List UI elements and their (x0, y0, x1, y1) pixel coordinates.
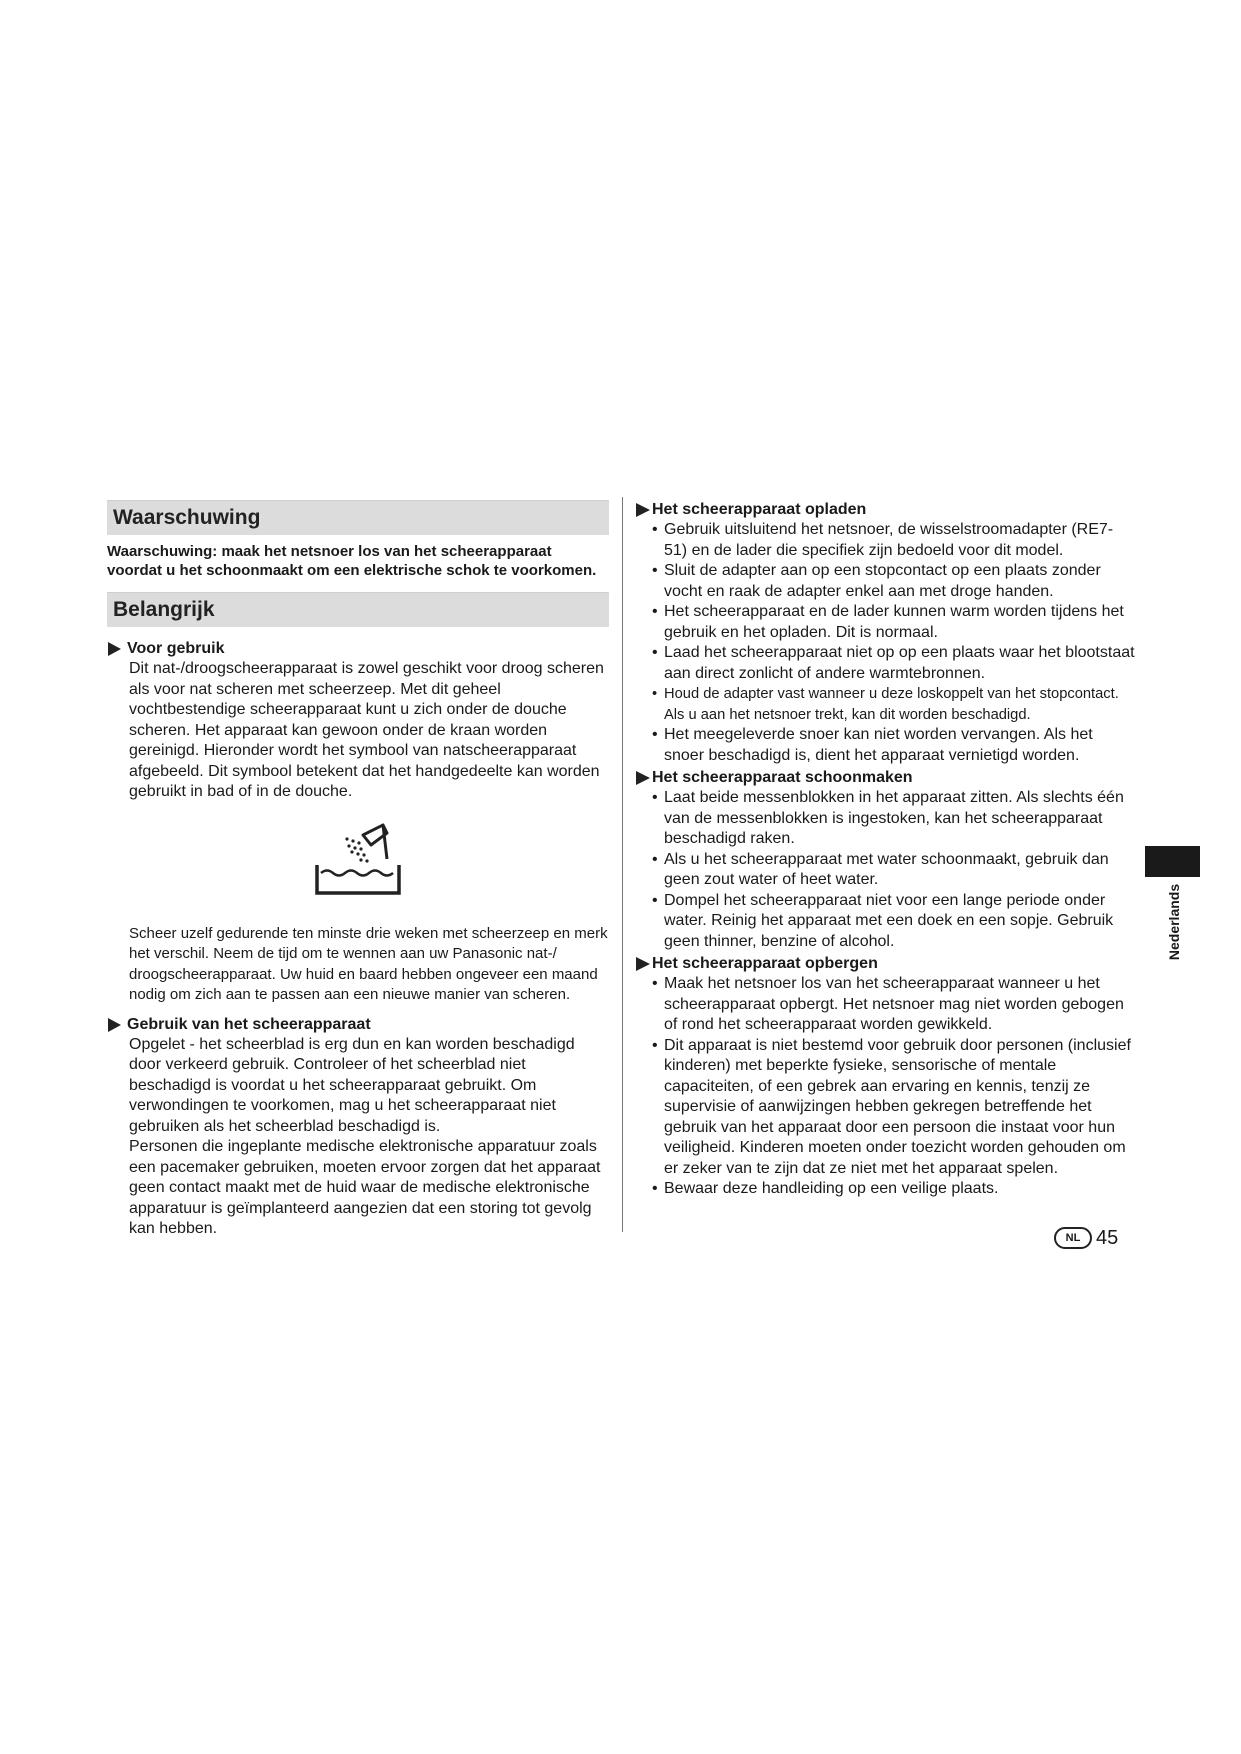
list-item: • Laat beide messenblokken in het apparaat zitten. Als slechts één van de messenblokken is ingestoken, kan het scheerapparaat beschadigd raken. (636, 788, 1136, 850)
warning-text: Waarschuwing: maak het netsnoer los van het scheerapparaat voordat u het schoonmaakt om een elektrische schok te voorkomen. (107, 543, 597, 579)
list-item: • Houd de adapter vast wanneer u deze loskoppelt van het stopcontact. Als u aan het netsnoer trekt, kan dit worden beschadigd. (636, 684, 1136, 725)
cleaning-section (636, 768, 1136, 952)
warning-heading: Waarschuwing (107, 500, 609, 535)
using-heading: Gebruik van het scheerapparaat (107, 1015, 609, 1035)
language-badge: NL (1054, 1227, 1092, 1249)
before-use-section (107, 639, 609, 1006)
bath-shower-icon (107, 821, 609, 902)
before-use-note: Scheer uzelf gedurende ten minste drie weken met scheerzeep en merk het verschil. Neem de tijd om te wennen aan uw Panasonic nat-/ droogscheerapparaat. Uw huid en baard hebben ongeveer een maand nodig om zich aan te passen aan een nieuwe manier van scheren. (129, 924, 608, 1003)
right-column (636, 500, 1136, 1200)
list-item: • Bewaar deze handleiding op een veilige plaats. (636, 1179, 1136, 1200)
page-number: 45 (1096, 1226, 1119, 1249)
list-item: • Gebruik uitsluitend het netsnoer, de wisselstroomadapter (RE7-51) en de lader die specifiek zijn bedoeld voor dit model. (636, 520, 1136, 561)
using-text-1: Opgelet - het scheerblad is erg dun en kan worden beschadigd door verkeerd gebruik. Controleer of het scheerblad niet beschadigd is voordat u het scheerapparaat gebruikt. Om verwondingen te voorkomen, mag u het scheerapparaat niet gebruiken als het scheerblad beschadigd is. (129, 1035, 575, 1135)
triangle-bullet-icon (636, 771, 650, 785)
list-item: • Maak het netsnoer los van het scheerapparaat wanneer u het scheerapparaat opbergt. Het netsnoer mag niet worden gebogen of rond het scheerapparaat worden gewikkeld. (636, 974, 1136, 1036)
language-tab-label: Nederlands (1166, 883, 1182, 961)
charging-section (636, 500, 1136, 766)
list-item: • Dit apparaat is niet bestemd voor gebruik door personen (inclusief kinderen) met beperkte fysieke, sensorische of mentale capaciteiten, of een gebrek aan ervaring en kennis, tenzij ze supervisie of aanwijzingen hebben gekregen betreffende het gebruik van het apparaat door een persoon die instaat voor hun veiligheid. Kinderen moeten onder toezicht worden gehouden om er zeker van te zijn dat ze niet met het apparaat spelen. (636, 1036, 1136, 1180)
list-item: • Sluit de adapter aan op een stopcontact op een plaats zonder vocht en raak de adapter enkel aan met droge handen. (636, 561, 1136, 602)
page-footer (1054, 1225, 1118, 1251)
storage-section (636, 954, 1136, 1200)
list-item: • Als u het scheerapparaat met water schoonmaakt, gebruik dan geen zout water of heet water. (636, 850, 1136, 891)
before-use-heading: Voor gebruik (107, 639, 609, 659)
triangle-bullet-icon (636, 957, 650, 971)
before-use-text: Dit nat-/droogscheerapparaat is zowel geschikt voor droog scheren als voor nat scheren met scheerzeep. Met dit geheel vochtbestendige scheerapparaat kunt u zich onder de douche scheren. Het apparaat kan gewoon onder de kraan worden gereinigd. Hieronder wordt het symbool van natscheerapparaat afgebeeld. Dit symbool betekent dat het handgedeelte kan worden gebruikt in bad of in de douche. (129, 660, 604, 800)
using-section (107, 1015, 609, 1240)
triangle-bullet-icon (108, 642, 121, 656)
list-item: • Dompel het scheerapparaat niet voor een lange periode onder water. Reinig het apparaat met een doek en een sopje. Gebruik geen thinner, benzine of alcohol. (636, 891, 1136, 953)
storage-heading: Het scheerapparaat opbergen (636, 954, 1136, 974)
storage-list (636, 974, 1136, 1200)
cleaning-list (636, 788, 1136, 952)
triangle-bullet-icon (636, 503, 650, 517)
list-item: • Het scheerapparaat en de lader kunnen warm worden tijdens het gebruik en het opladen. Dit is normaal. (636, 602, 1136, 643)
important-heading: Belangrijk (107, 592, 609, 627)
column-divider (622, 497, 623, 1232)
language-tab-marker (1145, 846, 1200, 877)
cleaning-heading: Het scheerapparaat schoonmaken (636, 768, 1136, 788)
list-item: • Laad het scheerapparaat niet op op een plaats waar het blootstaat aan direct zonlicht of andere warmtebronnen. (636, 643, 1136, 684)
triangle-bullet-icon (108, 1018, 121, 1032)
list-item: • Het meegeleverde snoer kan niet worden vervangen. Als het snoer beschadigd is, dient het apparaat vernietigd worden. (636, 725, 1136, 766)
charging-list (636, 520, 1136, 766)
charging-heading: Het scheerapparaat opladen (636, 500, 1136, 520)
using-text-2: Personen die ingeplante medische elektronische apparatuur zoals een pacemaker gebruiken, moeten ervoor zorgen dat het apparaat geen contact maakt met de huid waar de medische elektronische apparatuur is geïmplanteerd aangezien dat een storing tot gevolg kan hebben. (129, 1138, 601, 1237)
left-column (107, 500, 609, 1240)
